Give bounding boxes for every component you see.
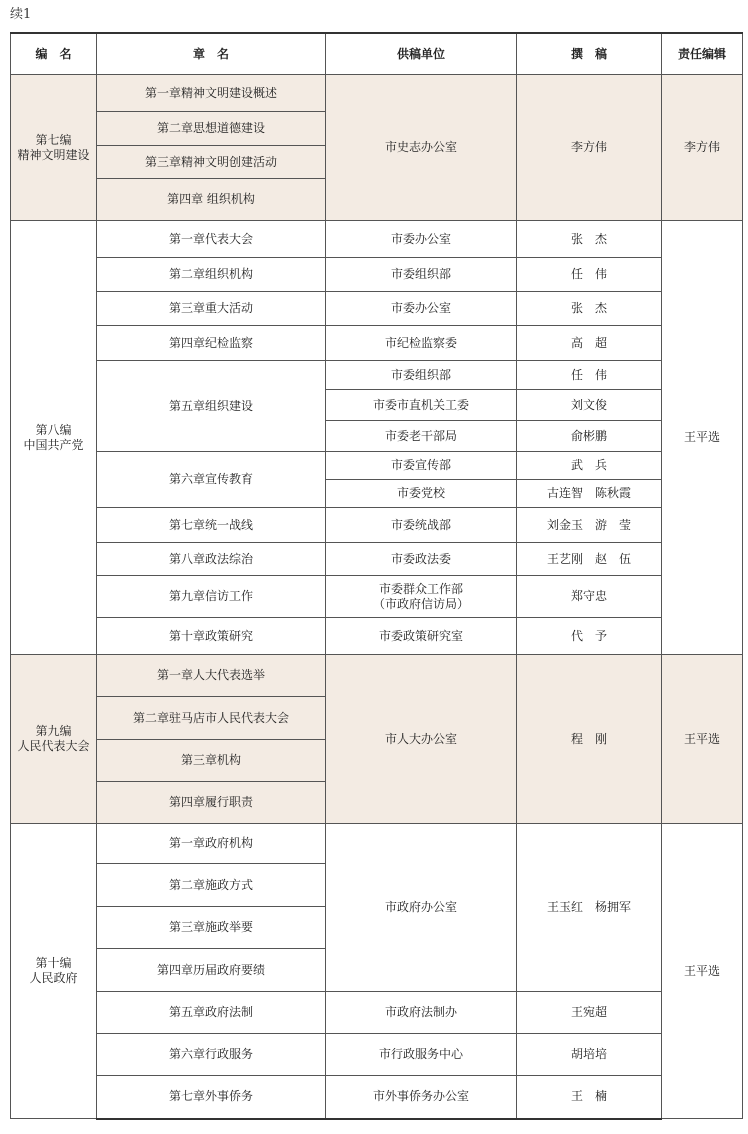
writer-cell: 古连智 陈秋霞	[517, 480, 662, 508]
writer-cell: 高 超	[517, 326, 662, 361]
writer-cell: 武 兵	[517, 452, 662, 480]
volume-title: 人民代表大会	[17, 739, 90, 753]
writer-cell: 王艺刚 赵 伍	[517, 543, 662, 576]
chapter-cell: 第三章机构	[97, 740, 326, 782]
chapter-cell: 第三章施政举要	[97, 907, 326, 949]
volume-cell	[11, 824, 97, 1119]
unit-cell: 市委组织部	[326, 258, 517, 292]
writer-cell: 张 杰	[517, 221, 662, 258]
chapter-cell: 第九章信访工作	[97, 576, 326, 618]
unit-line: （市政府信访局）	[372, 596, 469, 611]
writer-cell: 代 予	[517, 618, 662, 655]
writer-cell: 王玉红 杨拥军	[517, 824, 662, 992]
table-row	[11, 75, 743, 112]
chapter-cell: 第七章统一战线	[97, 508, 326, 543]
unit-cell: 市委党校	[326, 480, 517, 508]
table-row	[11, 326, 743, 361]
table-row	[11, 992, 743, 1034]
unit-cell: 市政府办公室	[326, 824, 517, 992]
continuation-label: 续1	[10, 7, 32, 22]
unit-cell: 市委老干部局	[326, 421, 517, 452]
header-writer: 撰 稿	[517, 33, 662, 75]
unit-cell: 市委组织部	[326, 361, 517, 390]
unit-cell: 市委政法委	[326, 543, 517, 576]
unit-cell: 市委政策研究室	[326, 618, 517, 655]
unit-cell: 市人大办公室	[326, 655, 517, 824]
unit-cell	[326, 576, 517, 618]
unit-cell: 市外事侨务办公室	[326, 1076, 517, 1119]
chapter-cell: 第四章历届政府要绩	[97, 949, 326, 992]
writer-cell: 程 刚	[517, 655, 662, 824]
unit-cell: 市委宣传部	[326, 452, 517, 480]
table-row	[11, 452, 743, 480]
writer-cell: 张 杰	[517, 292, 662, 326]
writer-cell: 刘文俊	[517, 390, 662, 421]
writer-cell: 郑守忠	[517, 576, 662, 618]
table-row	[11, 576, 743, 618]
chapter-cell: 第四章履行职责	[97, 782, 326, 824]
chapter-cell: 第三章重大活动	[97, 292, 326, 326]
writer-cell: 任 伟	[517, 258, 662, 292]
chapter-cell: 第二章组织机构	[97, 258, 326, 292]
table-row	[11, 1034, 743, 1076]
header-unit: 供稿单位	[326, 33, 517, 75]
header-chapter: 章 名	[97, 33, 326, 75]
table-row	[11, 824, 743, 864]
table-row	[11, 508, 743, 543]
chapter-cell: 第六章行政服务	[97, 1034, 326, 1076]
unit-cell: 市委办公室	[326, 221, 517, 258]
chapter-cell: 第二章施政方式	[97, 864, 326, 907]
editorial-table	[10, 32, 743, 1120]
writer-cell: 刘金玉 游 莹	[517, 508, 662, 543]
unit-cell: 市委统战部	[326, 508, 517, 543]
unit-cell: 市纪检监察委	[326, 326, 517, 361]
chapter-cell: 第五章政府法制	[97, 992, 326, 1034]
header-volume: 编 名	[11, 33, 97, 75]
chapter-cell: 第二章驻马店市人民代表大会	[97, 697, 326, 740]
writer-cell: 王宛超	[517, 992, 662, 1034]
header-row	[11, 33, 743, 75]
writer-cell: 李方伟	[517, 75, 662, 221]
table-row	[11, 292, 743, 326]
writer-cell: 任 伟	[517, 361, 662, 390]
volume-title: 人民政府	[29, 971, 78, 985]
editor-cell: 李方伟	[662, 75, 743, 221]
chapter-cell: 第二章思想道德建设	[97, 112, 326, 146]
volume-cell	[11, 75, 97, 221]
table-row	[11, 618, 743, 655]
table-row	[11, 543, 743, 576]
chapter-cell: 第三章精神文明创建活动	[97, 146, 326, 179]
chapter-cell: 第四章纪检监察	[97, 326, 326, 361]
chapter-cell: 第六章宣传教育	[97, 452, 326, 508]
writer-cell: 胡培培	[517, 1034, 662, 1076]
volume-number: 第八编	[35, 422, 72, 437]
volume-cell	[11, 655, 97, 824]
unit-line: 市委群众工作部	[378, 581, 463, 596]
header-editor: 责任编辑	[662, 33, 743, 75]
editor-cell: 王平选	[662, 221, 743, 655]
table-row	[11, 258, 743, 292]
unit-cell: 市政府法制办	[326, 992, 517, 1034]
volume-number: 第七编	[35, 132, 72, 147]
table-row	[11, 1076, 743, 1119]
chapter-cell: 第四章 组织机构	[97, 179, 326, 221]
chapter-cell: 第一章精神文明建设概述	[97, 75, 326, 112]
chapter-cell: 第七章外事侨务	[97, 1076, 326, 1119]
table-row	[11, 221, 743, 258]
volume-title: 中国共产党	[23, 437, 84, 452]
volume-cell	[11, 221, 97, 655]
editor-cell: 王平选	[662, 824, 743, 1119]
chapter-cell: 第八章政法综治	[97, 543, 326, 576]
volume-number: 第十编	[35, 956, 72, 970]
table-row	[11, 655, 743, 697]
chapter-cell: 第五章组织建设	[97, 361, 326, 452]
writer-cell: 王 楠	[517, 1076, 662, 1119]
unit-cell: 市行政服务中心	[326, 1034, 517, 1076]
unit-cell: 市史志办公室	[326, 75, 517, 221]
chapter-cell: 第一章人大代表选举	[97, 655, 326, 697]
writer-cell: 俞彬鹏	[517, 421, 662, 452]
chapter-cell: 第一章代表大会	[97, 221, 326, 258]
chapter-cell: 第十章政策研究	[97, 618, 326, 655]
volume-title: 精神文明建设	[17, 147, 90, 162]
chapter-cell: 第一章政府机构	[97, 824, 326, 864]
table-row	[11, 361, 743, 390]
editor-cell: 王平选	[662, 655, 743, 824]
volume-number: 第九编	[35, 724, 72, 738]
unit-cell: 市委市直机关工委	[326, 390, 517, 421]
unit-cell: 市委办公室	[326, 292, 517, 326]
